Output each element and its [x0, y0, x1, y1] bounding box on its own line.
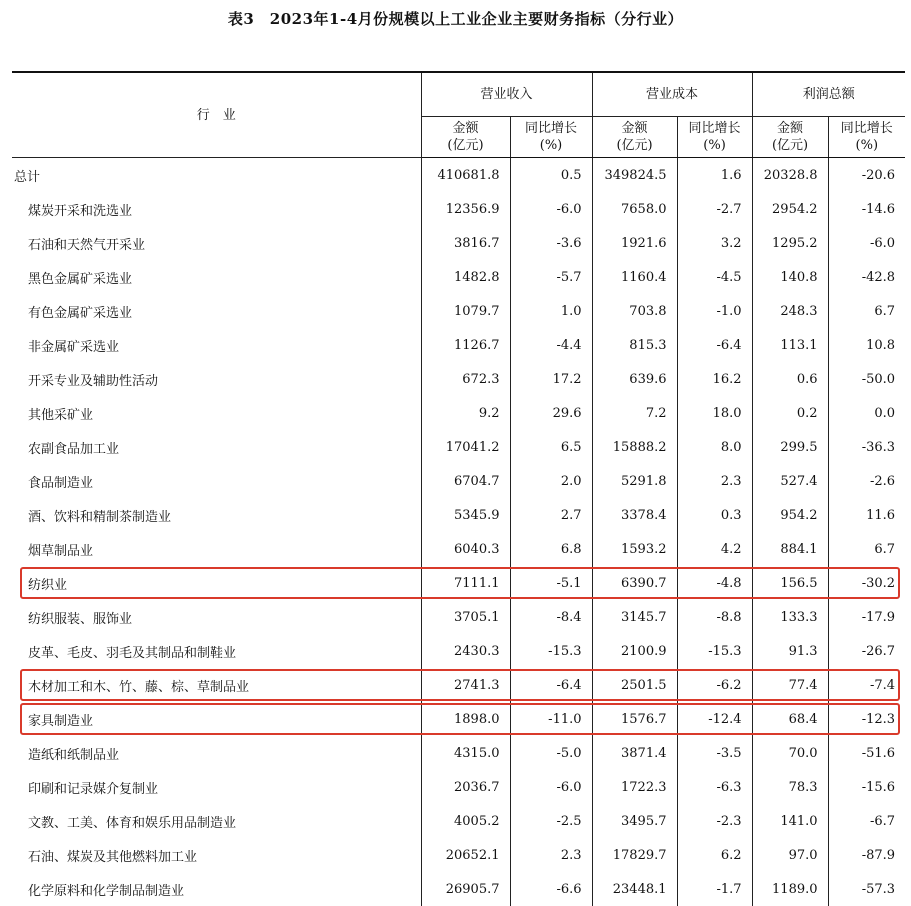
table-row	[12, 736, 905, 770]
revenue-amount-cell: 6704.7	[421, 464, 510, 498]
profit-amount-cell: 141.0	[752, 804, 828, 838]
revenue-amount-cell: 1898.0	[421, 702, 510, 736]
industry-name-cell: 总计	[12, 158, 421, 193]
profit-growth-cell: -20.6	[828, 158, 905, 193]
revenue-amount-cell: 3816.7	[421, 226, 510, 260]
cost-growth-cell: 18.0	[677, 396, 752, 430]
revenue-amount-cell: 17041.2	[421, 430, 510, 464]
revenue-amount-cell: 7111.1	[421, 566, 510, 600]
revenue-amount-cell: 1079.7	[421, 294, 510, 328]
profit-amount-cell: 527.4	[752, 464, 828, 498]
cost-growth-header: 同比增长 (%)	[677, 117, 752, 158]
cost-growth-cell: -4.5	[677, 260, 752, 294]
revenue-growth-cell: 1.0	[510, 294, 592, 328]
revenue-growth-cell: -6.4	[510, 668, 592, 702]
profit-growth-cell: -51.6	[828, 736, 905, 770]
table-row	[12, 396, 905, 430]
cost-amount-cell: 3871.4	[592, 736, 677, 770]
industry-name-cell: 酒、饮料和精制茶制造业	[12, 498, 421, 532]
financial-indicators-table	[12, 71, 905, 906]
industry-name-cell: 木材加工和木、竹、藤、棕、草制品业	[12, 668, 421, 702]
profit-header: 利润总额	[752, 72, 905, 117]
revenue-growth-cell: -5.1	[510, 566, 592, 600]
profit-growth-cell: -15.6	[828, 770, 905, 804]
profit-amount-cell: 0.2	[752, 396, 828, 430]
industry-name-cell: 皮革、毛皮、羽毛及其制品和制鞋业	[12, 634, 421, 668]
revenue-growth-cell: -6.0	[510, 192, 592, 226]
cost-growth-cell: 4.2	[677, 532, 752, 566]
revenue-amount-cell: 1482.8	[421, 260, 510, 294]
table-row	[12, 464, 905, 498]
cost-amount-header: 金额 (亿元)	[592, 117, 677, 158]
cost-growth-cell: 1.6	[677, 158, 752, 193]
cost-growth-cell: 2.3	[677, 464, 752, 498]
profit-amount-cell: 91.3	[752, 634, 828, 668]
cost-growth-cell: -1.0	[677, 294, 752, 328]
industry-header: 行 业	[12, 72, 421, 158]
revenue-amount-cell: 6040.3	[421, 532, 510, 566]
profit-amount-cell: 1295.2	[752, 226, 828, 260]
table-row	[12, 600, 905, 634]
industry-name-cell: 纺织服装、服饰业	[12, 600, 421, 634]
industry-name-cell: 烟草制品业	[12, 532, 421, 566]
revenue-growth-cell: -5.7	[510, 260, 592, 294]
industry-name-cell: 农副食品加工业	[12, 430, 421, 464]
revenue-growth-cell: -11.0	[510, 702, 592, 736]
revenue-growth-cell: -6.6	[510, 872, 592, 906]
profit-amount-cell: 954.2	[752, 498, 828, 532]
cost-amount-cell: 1576.7	[592, 702, 677, 736]
table-row	[12, 668, 905, 702]
revenue-amount-cell: 672.3	[421, 362, 510, 396]
cost-growth-cell: 16.2	[677, 362, 752, 396]
cost-growth-cell: -3.5	[677, 736, 752, 770]
industry-name-cell: 化学原料和化学制品制造业	[12, 872, 421, 906]
profit-growth-cell: -36.3	[828, 430, 905, 464]
profit-growth-cell: -7.4	[828, 668, 905, 702]
industry-name-cell: 印刷和记录媒介复制业	[12, 770, 421, 804]
table-row	[12, 430, 905, 464]
revenue-amount-cell: 26905.7	[421, 872, 510, 906]
cost-amount-cell: 1921.6	[592, 226, 677, 260]
industry-name-cell: 造纸和纸制品业	[12, 736, 421, 770]
revenue-growth-cell: -8.4	[510, 600, 592, 634]
cost-amount-cell: 349824.5	[592, 158, 677, 193]
cost-growth-cell: -8.8	[677, 600, 752, 634]
cost-amount-cell: 2100.9	[592, 634, 677, 668]
profit-amount-cell: 77.4	[752, 668, 828, 702]
profit-growth-cell: -2.6	[828, 464, 905, 498]
profit-amount-cell: 78.3	[752, 770, 828, 804]
cost-amount-cell: 7.2	[592, 396, 677, 430]
profit-growth-cell: 10.8	[828, 328, 905, 362]
industry-name-cell: 文教、工美、体育和娱乐用品制造业	[12, 804, 421, 838]
cost-amount-cell: 3145.7	[592, 600, 677, 634]
revenue-growth-cell: -3.6	[510, 226, 592, 260]
cost-growth-cell: -4.8	[677, 566, 752, 600]
industry-name-cell: 其他采矿业	[12, 396, 421, 430]
cost-growth-cell: -6.3	[677, 770, 752, 804]
profit-growth-cell: 6.7	[828, 294, 905, 328]
revenue-amount-cell: 2430.3	[421, 634, 510, 668]
revenue-growth-cell: 2.0	[510, 464, 592, 498]
revenue-amount-header: 金额 (亿元)	[421, 117, 510, 158]
cost-amount-cell: 3495.7	[592, 804, 677, 838]
profit-growth-header: 同比增长 (%)	[828, 117, 905, 158]
profit-amount-cell: 0.6	[752, 362, 828, 396]
table-row	[12, 872, 905, 906]
cost-amount-cell: 23448.1	[592, 872, 677, 906]
revenue-amount-cell: 9.2	[421, 396, 510, 430]
cost-amount-cell: 7658.0	[592, 192, 677, 226]
revenue-growth-cell: -6.0	[510, 770, 592, 804]
revenue-growth-header: 同比增长 (%)	[510, 117, 592, 158]
industry-name-cell: 煤炭开采和洗选业	[12, 192, 421, 226]
revenue-amount-cell: 20652.1	[421, 838, 510, 872]
cost-growth-cell: -6.2	[677, 668, 752, 702]
revenue-growth-cell: 6.8	[510, 532, 592, 566]
industry-name-cell: 石油和天然气开采业	[12, 226, 421, 260]
profit-growth-cell: -87.9	[828, 838, 905, 872]
revenue-amount-cell: 1126.7	[421, 328, 510, 362]
industry-name-cell: 食品制造业	[12, 464, 421, 498]
revenue-growth-cell: -15.3	[510, 634, 592, 668]
cost-amount-cell: 3378.4	[592, 498, 677, 532]
industry-name-cell: 纺织业	[12, 566, 421, 600]
cost-amount-cell: 815.3	[592, 328, 677, 362]
cost-amount-cell: 1160.4	[592, 260, 677, 294]
cost-amount-cell: 6390.7	[592, 566, 677, 600]
table-row	[12, 804, 905, 838]
revenue-amount-cell: 2741.3	[421, 668, 510, 702]
profit-amount-cell: 884.1	[752, 532, 828, 566]
revenue-growth-cell: -4.4	[510, 328, 592, 362]
cost-amount-cell: 2501.5	[592, 668, 677, 702]
cost-amount-cell: 5291.8	[592, 464, 677, 498]
cost-amount-cell: 703.8	[592, 294, 677, 328]
profit-growth-cell: -57.3	[828, 872, 905, 906]
profit-amount-cell: 70.0	[752, 736, 828, 770]
profit-growth-cell: -6.0	[828, 226, 905, 260]
revenue-amount-cell: 3705.1	[421, 600, 510, 634]
industry-name-cell: 非金属矿采选业	[12, 328, 421, 362]
profit-amount-cell: 68.4	[752, 702, 828, 736]
total-row	[12, 158, 905, 193]
cost-amount-cell: 1593.2	[592, 532, 677, 566]
industry-name-cell: 有色金属矿采选业	[12, 294, 421, 328]
profit-growth-cell: 11.6	[828, 498, 905, 532]
cost-growth-cell: 3.2	[677, 226, 752, 260]
revenue-growth-cell: 29.6	[510, 396, 592, 430]
profit-amount-cell: 140.8	[752, 260, 828, 294]
table-row	[12, 532, 905, 566]
industry-name-cell: 家具制造业	[12, 702, 421, 736]
cost-growth-cell: 8.0	[677, 430, 752, 464]
profit-amount-header: 金额 (亿元)	[752, 117, 828, 158]
profit-growth-cell: -42.8	[828, 260, 905, 294]
cost-growth-cell: 6.2	[677, 838, 752, 872]
table-row	[12, 770, 905, 804]
industry-name-cell: 开采专业及辅助性活动	[12, 362, 421, 396]
cost-growth-cell: -2.3	[677, 804, 752, 838]
revenue-growth-cell: -5.0	[510, 736, 592, 770]
profit-amount-cell: 1189.0	[752, 872, 828, 906]
profit-amount-cell: 113.1	[752, 328, 828, 362]
profit-growth-cell: 0.0	[828, 396, 905, 430]
profit-growth-cell: -6.7	[828, 804, 905, 838]
table-row	[12, 362, 905, 396]
revenue-growth-cell: 2.7	[510, 498, 592, 532]
profit-amount-cell: 97.0	[752, 838, 828, 872]
table-row	[12, 294, 905, 328]
revenue-growth-cell: 0.5	[510, 158, 592, 193]
revenue-amount-cell: 410681.8	[421, 158, 510, 193]
profit-growth-cell: -50.0	[828, 362, 905, 396]
cost-growth-cell: -2.7	[677, 192, 752, 226]
profit-amount-cell: 248.3	[752, 294, 828, 328]
cost-header: 营业成本	[592, 72, 752, 117]
cost-amount-cell: 17829.7	[592, 838, 677, 872]
revenue-growth-cell: 2.3	[510, 838, 592, 872]
profit-amount-cell: 20328.8	[752, 158, 828, 193]
table-row	[12, 634, 905, 668]
profit-amount-cell: 2954.2	[752, 192, 828, 226]
profit-growth-cell: 6.7	[828, 532, 905, 566]
revenue-amount-cell: 4005.2	[421, 804, 510, 838]
revenue-amount-cell: 5345.9	[421, 498, 510, 532]
cost-growth-cell: -1.7	[677, 872, 752, 906]
profit-growth-cell: -30.2	[828, 566, 905, 600]
cost-growth-cell: -12.4	[677, 702, 752, 736]
revenue-growth-cell: -2.5	[510, 804, 592, 838]
table-title: 表3 2023年1-4月份规模以上工业企业主要财务指标（分行业）	[0, 8, 911, 29]
table-row	[12, 702, 905, 736]
table-row	[12, 838, 905, 872]
cost-growth-cell: 0.3	[677, 498, 752, 532]
table-row	[12, 498, 905, 532]
cost-growth-cell: -6.4	[677, 328, 752, 362]
cost-amount-cell: 15888.2	[592, 430, 677, 464]
profit-amount-cell: 299.5	[752, 430, 828, 464]
table-row	[12, 192, 905, 226]
revenue-header: 营业收入	[421, 72, 592, 117]
revenue-amount-cell: 4315.0	[421, 736, 510, 770]
table-row	[12, 328, 905, 362]
revenue-growth-cell: 17.2	[510, 362, 592, 396]
profit-growth-cell: -17.9	[828, 600, 905, 634]
table-row	[12, 226, 905, 260]
profit-growth-cell: -14.6	[828, 192, 905, 226]
cost-growth-cell: -15.3	[677, 634, 752, 668]
industry-name-cell: 黑色金属矿采选业	[12, 260, 421, 294]
profit-growth-cell: -26.7	[828, 634, 905, 668]
revenue-growth-cell: 6.5	[510, 430, 592, 464]
industry-name-cell: 石油、煤炭及其他燃料加工业	[12, 838, 421, 872]
table-row	[12, 260, 905, 294]
profit-amount-cell: 133.3	[752, 600, 828, 634]
revenue-amount-cell: 2036.7	[421, 770, 510, 804]
profit-growth-cell: -12.3	[828, 702, 905, 736]
table-body	[12, 158, 905, 906]
profit-amount-cell: 156.5	[752, 566, 828, 600]
table-row	[12, 566, 905, 600]
cost-amount-cell: 1722.3	[592, 770, 677, 804]
revenue-amount-cell: 12356.9	[421, 192, 510, 226]
cost-amount-cell: 639.6	[592, 362, 677, 396]
